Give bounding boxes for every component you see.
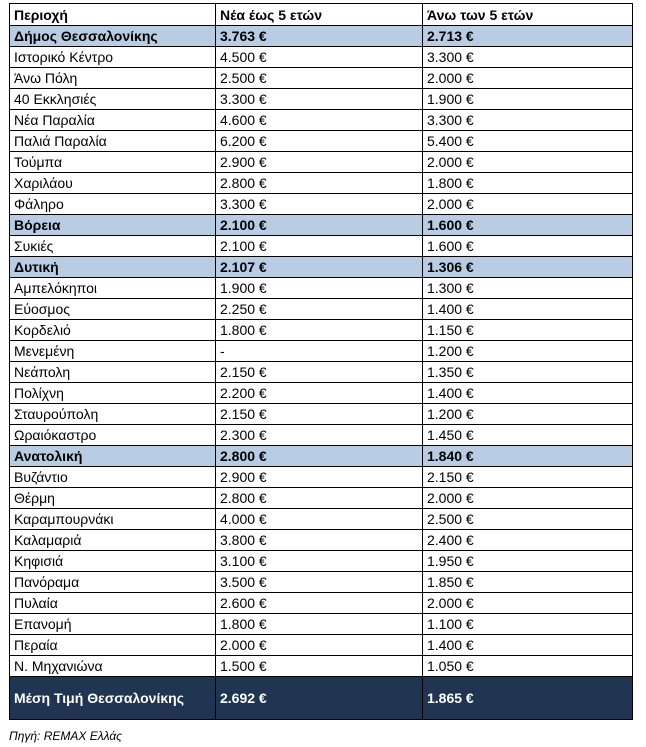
table-row [10,299,633,320]
table-row [10,68,633,89]
table-row [10,404,633,425]
cell-old: 1.350 € [423,362,633,383]
table-row [10,635,633,656]
cell-old: 2.500 € [423,509,633,530]
table-row [10,362,633,383]
table-row [10,551,633,572]
average-old: 1.865 € [423,677,633,720]
cell-new: 1.900 € [216,278,423,299]
table-row [10,47,633,68]
cell-area: Εύοσμος [10,299,216,320]
cell-area: Ωραιόκαστρο [10,425,216,446]
cell-old: 1.100 € [423,614,633,635]
table-row [10,530,633,551]
cell-old: 2.150 € [423,467,633,488]
cell-new: 6.200 € [216,131,423,152]
cell-old: 1.300 € [423,278,633,299]
cell-old: 2.713 € [423,26,633,47]
cell-area: Κηφισιά [10,551,216,572]
price-table [9,3,633,720]
header-new: Νέα έως 5 ετών [216,4,423,26]
cell-area: Αμπελόκηποι [10,278,216,299]
cell-area: Ανατολική [10,446,216,467]
cell-old: 3.300 € [423,47,633,68]
cell-new: 4.500 € [216,47,423,68]
source-note: Πηγή: REMAX Ελλάς [9,729,123,743]
table-row [10,614,633,635]
header-row [10,4,633,26]
cell-old: 1.850 € [423,572,633,593]
cell-new: 1.800 € [216,320,423,341]
cell-area: Βόρεια [10,215,216,236]
cell-new: 2.100 € [216,215,423,236]
cell-area: 40 Εκκλησιές [10,89,216,110]
cell-new: 3.300 € [216,89,423,110]
cell-area: Νέα Παραλία [10,110,216,131]
cell-old: 2.000 € [423,68,633,89]
cell-new: 1.800 € [216,614,423,635]
cell-new: 2.800 € [216,488,423,509]
cell-area: Ιστορικό Κέντρο [10,47,216,68]
cell-old: 1.200 € [423,404,633,425]
table-row [10,488,633,509]
cell-old: 1.400 € [423,299,633,320]
cell-area: Καλαμαριά [10,530,216,551]
cell-area: Χαριλάου [10,173,216,194]
cell-new: 4.000 € [216,509,423,530]
table-row [10,593,633,614]
table-row [10,656,633,677]
cell-old: 5.400 € [423,131,633,152]
cell-old: 1.450 € [423,425,633,446]
cell-new: 2.200 € [216,383,423,404]
region-row [10,446,633,467]
cell-area: Άνω Πόλη [10,68,216,89]
cell-old: 1.150 € [423,320,633,341]
cell-area: Περαία [10,635,216,656]
table-row [10,467,633,488]
cell-area: Ν. Μηχανιώνα [10,656,216,677]
cell-old: 1.800 € [423,173,633,194]
cell-old: 1.400 € [423,383,633,404]
cell-new: 2.800 € [216,173,423,194]
cell-old: 2.000 € [423,488,633,509]
cell-old: 1.200 € [423,341,633,362]
table-row [10,320,633,341]
cell-new: 2.300 € [216,425,423,446]
table-body [10,26,633,677]
cell-area: Πολίχνη [10,383,216,404]
header-area: Περιοχή [10,4,216,26]
cell-new: 3.300 € [216,194,423,215]
cell-old: 2.000 € [423,152,633,173]
cell-area: Επανομή [10,614,216,635]
cell-area: Μενεμένη [10,341,216,362]
cell-new: 2.500 € [216,68,423,89]
cell-old: 3.300 € [423,110,633,131]
cell-area: Σταυρούπολη [10,404,216,425]
cell-new: - [216,341,423,362]
cell-new: 2.107 € [216,257,423,278]
region-row [10,257,633,278]
cell-old: 1.840 € [423,446,633,467]
cell-area: Βυζάντιο [10,467,216,488]
cell-new: 2.250 € [216,299,423,320]
cell-area: Φάληρο [10,194,216,215]
cell-new: 2.150 € [216,362,423,383]
cell-old: 1.900 € [423,89,633,110]
cell-old: 2.400 € [423,530,633,551]
cell-new: 4.600 € [216,110,423,131]
cell-old: 1.600 € [423,215,633,236]
cell-new: 2.150 € [216,404,423,425]
cell-area: Συκιές [10,236,216,257]
table-row [10,425,633,446]
cell-new: 2.100 € [216,236,423,257]
table-row [10,173,633,194]
average-new: 2.692 € [216,677,423,720]
table-row [10,236,633,257]
region-row [10,26,633,47]
table-row [10,572,633,593]
cell-old: 2.000 € [423,194,633,215]
cell-old: 1.306 € [423,257,633,278]
cell-area: Κορδελιό [10,320,216,341]
cell-area: Νεάπολη [10,362,216,383]
cell-old: 1.050 € [423,656,633,677]
cell-new: 2.900 € [216,152,423,173]
table-row [10,278,633,299]
cell-area: Παλιά Παραλία [10,131,216,152]
cell-new: 2.900 € [216,467,423,488]
table-row [10,110,633,131]
cell-new: 3.100 € [216,551,423,572]
header-old: Άνω των 5 ετών [423,4,633,26]
cell-old: 2.000 € [423,593,633,614]
cell-old: 1.600 € [423,236,633,257]
cell-new: 1.500 € [216,656,423,677]
cell-area: Δυτική [10,257,216,278]
cell-area: Δήμος Θεσσαλονίκης [10,26,216,47]
cell-area: Καραμπουρνάκι [10,509,216,530]
table-row [10,341,633,362]
cell-new: 3.500 € [216,572,423,593]
cell-area: Πυλαία [10,593,216,614]
cell-new: 2.600 € [216,593,423,614]
table-row [10,89,633,110]
table-row [10,131,633,152]
cell-new: 3.763 € [216,26,423,47]
cell-area: Πανόραμα [10,572,216,593]
cell-area: Τούμπα [10,152,216,173]
table-row [10,509,633,530]
table-row [10,152,633,173]
average-row [10,677,633,720]
table-row [10,194,633,215]
average-label: Μέση Τιμή Θεσσαλονίκης [10,677,216,720]
cell-area: Θέρμη [10,488,216,509]
cell-new: 2.800 € [216,446,423,467]
cell-new: 2.000 € [216,635,423,656]
region-row [10,215,633,236]
cell-old: 1.950 € [423,551,633,572]
cell-old: 1.400 € [423,635,633,656]
cell-new: 3.800 € [216,530,423,551]
table-row [10,383,633,404]
